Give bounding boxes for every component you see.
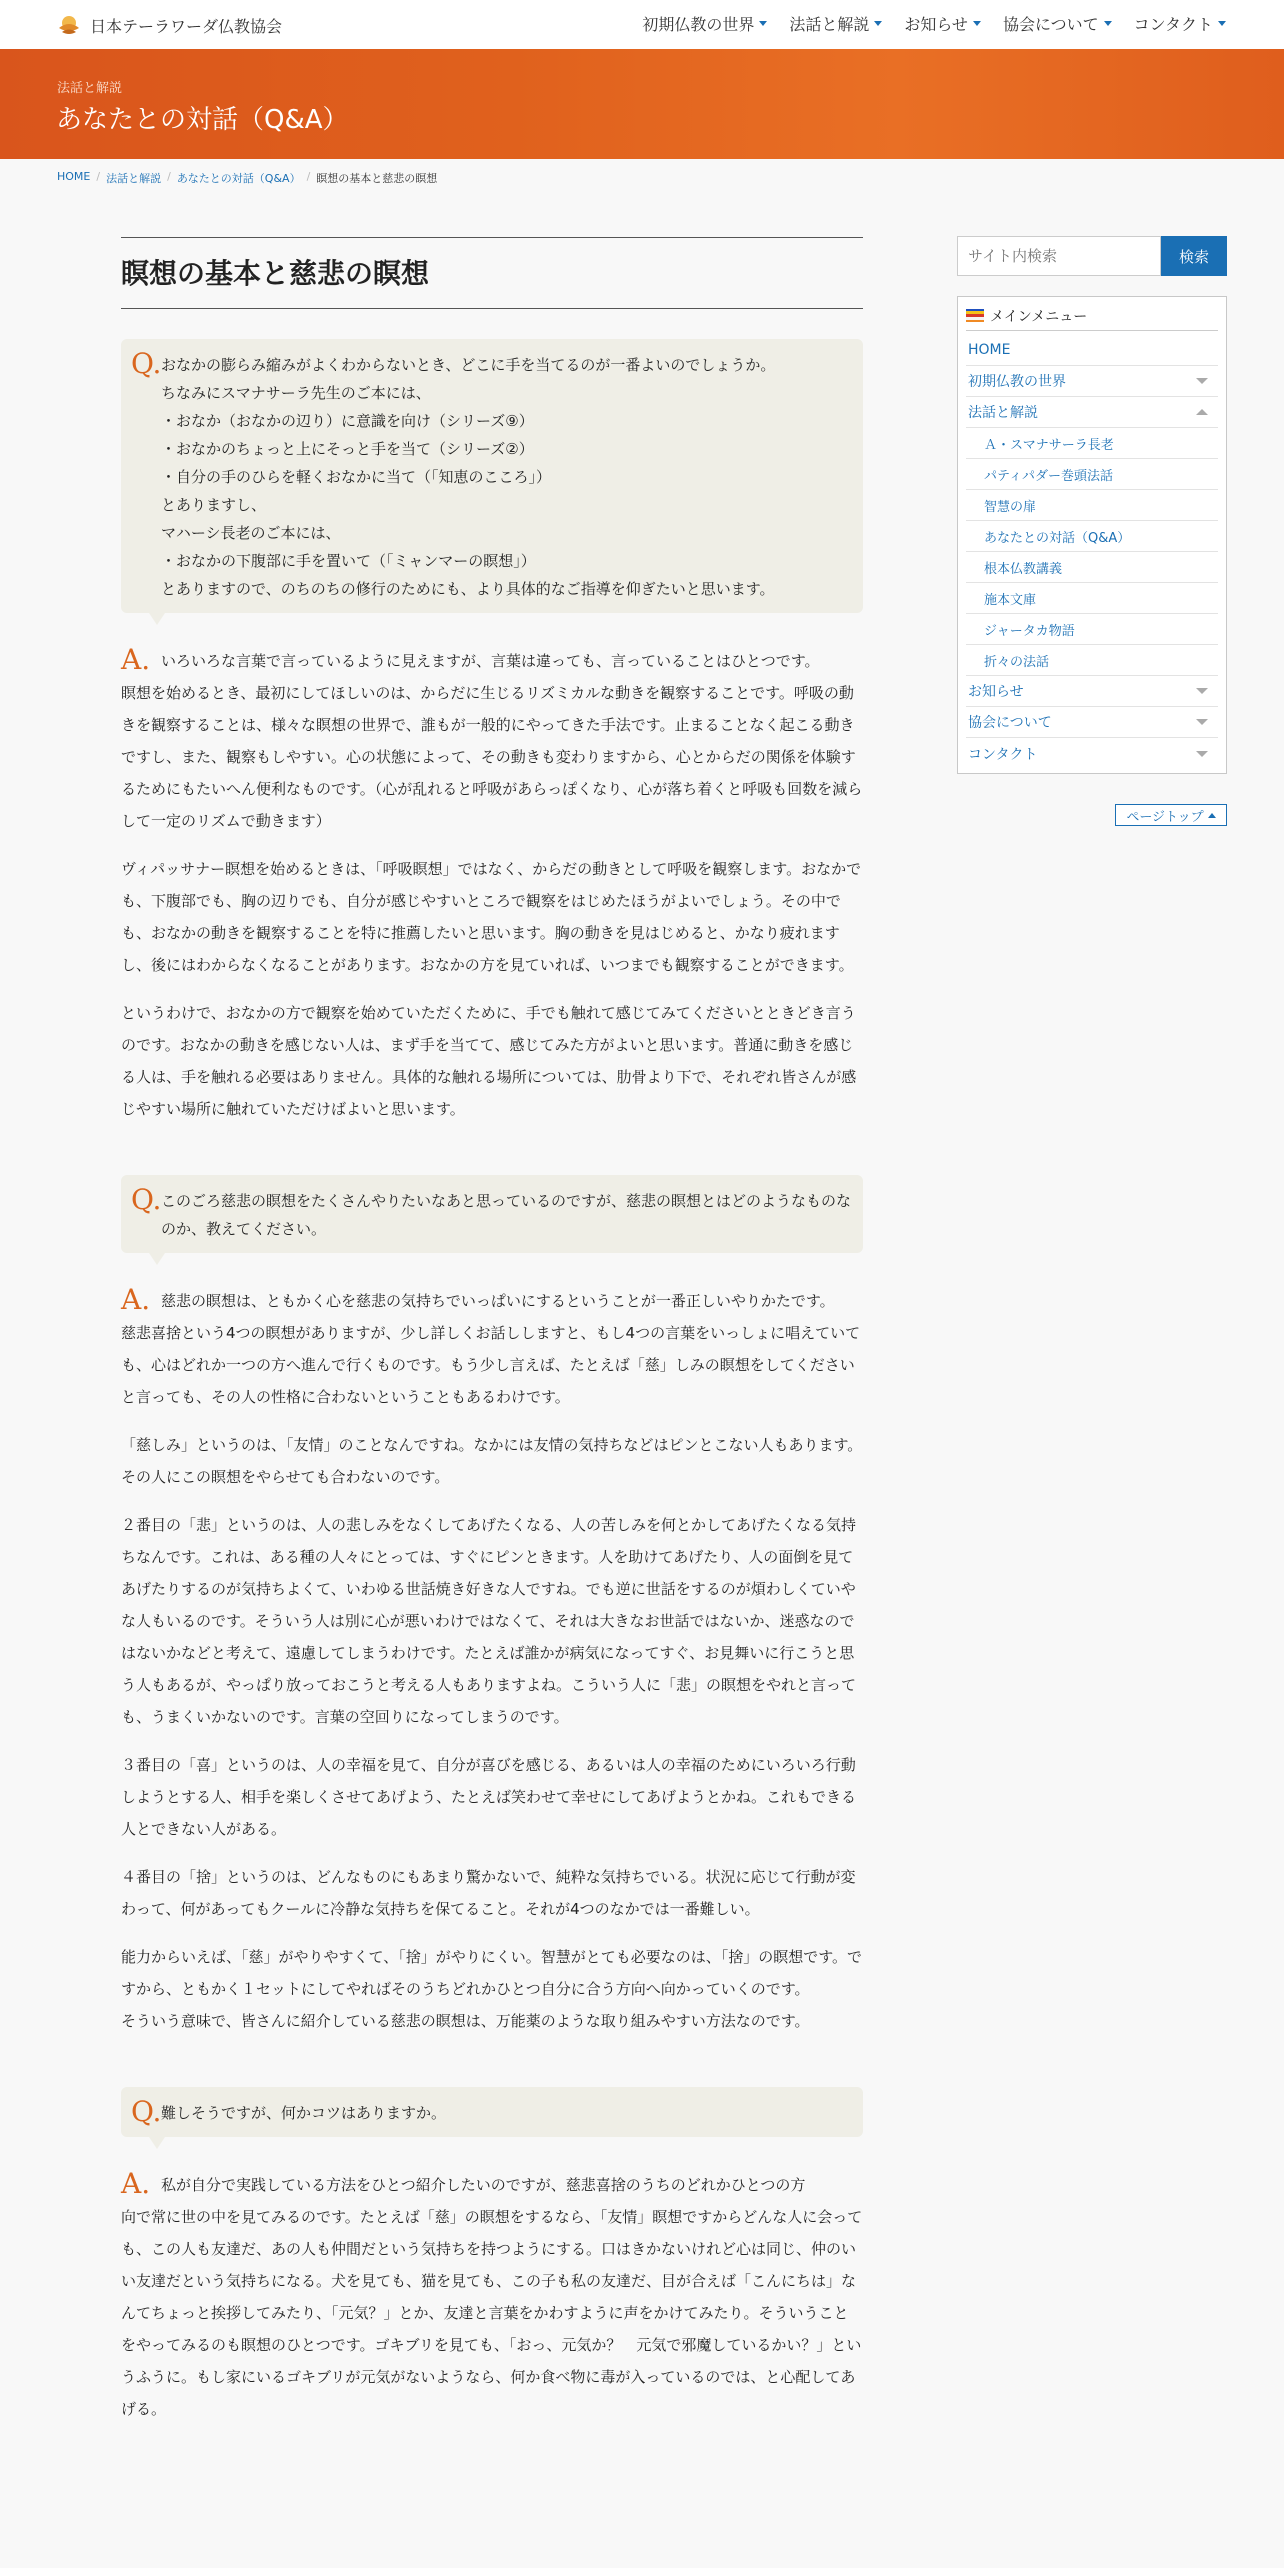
answer-block: [121, 1285, 863, 2037]
nav-item-news[interactable]: [904, 12, 981, 35]
menu-subitem-jataka[interactable]: [966, 614, 1218, 645]
page-top-button[interactable]: [1115, 804, 1227, 826]
question-box: [121, 2087, 863, 2137]
menu-item-label: 折々の法話: [984, 654, 1050, 670]
nav-item-dharma-talks[interactable]: [789, 12, 882, 35]
answer-paragraph: 向で常に世の中を見てみるのです。たとえば「慈」の瞑想をするなら、「友情」瞑想ですからどんな人に会っても、この人も友達だ、あの人も仲間だという気持ちを持つようにする。口はきかないけれど心は同じ、仲のいい友達だという気持ちになる。犬を見ても、猫を見ても、この子も私の友達だ、目が合えば「こんにちは」なんてちょっと挨拶してみたり、「元気？」とか、友達と言葉をかわすように声をかけてみたり。そういうことをやってみるのも瞑想のひとつです。ゴキブリを見ても、「おっ、元気か？ 元気で邪魔しているかい？」というふうに。もし家にいるゴキブリが元気がないようなら、何か食べ物に毒が入っているのでは、と心配してあげる。: [121, 2208, 863, 2418]
question-line: とありますので、のちのちの修行のためにも、より具体的なご指導を仰ぎたいと思います。: [161, 580, 775, 598]
menu-item-contact[interactable]: [966, 738, 1218, 769]
answer-lead: [121, 1285, 863, 1317]
question-text: [161, 1185, 851, 1243]
expand-arrow-icon[interactable]: [1196, 751, 1208, 757]
answer-lead: [121, 2169, 863, 2201]
menu-item-news[interactable]: [966, 676, 1218, 707]
answer-paragraph: 慈悲喜捨という4つの瞑想がありますが、少し詳しくお話ししますと、もし4つの言葉をいっしょに唱えていても、心はどれか一つの方へ進んで行くものです。もう少し言えば、たとえば「慈」しみの瞑想をしてくださいと言っても、その人の性格に合わないということもあるわけです。: [121, 1324, 861, 1406]
question-line: ・おなか（おなかの辺り）に意識を向け（シリーズ⑨）: [161, 412, 534, 430]
buddhist-flag-icon: [966, 309, 984, 323]
nav-item-contact[interactable]: [1134, 12, 1226, 35]
site-header: [0, 0, 1284, 49]
caret-down-icon: [759, 21, 767, 26]
menu-item-label: HOME: [968, 342, 1011, 358]
menu-item-label: 初期仏教の世界: [968, 374, 1066, 390]
nav-label: 法話と解説: [789, 15, 870, 34]
menu-subitem-qa[interactable]: [966, 521, 1218, 552]
answer-text: いろいろな言葉で言っているように見えますが、言葉は違っても、言っていることはひとつです。: [161, 652, 820, 670]
answer-lead: [121, 645, 863, 677]
question-line: 難しそうですが、何かコツはありますか。: [161, 2104, 447, 2122]
answer-text: 私が自分で実践している方法をひとつ紹介したいのですが、慈悲喜捨のうちのどれかひとつの方: [161, 2176, 806, 2194]
question-text: [161, 2097, 446, 2127]
answer-marker: A.: [121, 643, 151, 676]
menu-item-label: 法話と解説: [968, 405, 1038, 421]
question-box: [121, 339, 863, 613]
breadcrumb-dharma-talks[interactable]: 法話と解説: [106, 172, 162, 185]
answer-block: [121, 2169, 863, 2425]
expand-arrow-icon[interactable]: [1196, 378, 1208, 384]
nav-label: コンタクト: [1133, 15, 1213, 34]
nav-label: お知らせ: [904, 15, 968, 34]
expand-arrow-icon[interactable]: [1196, 719, 1208, 725]
menu-subitem-occasional-talks[interactable]: [966, 645, 1218, 676]
answer-paragraph: 能力からいえば、「慈」がやりやすくて、「捨」がやりにくい。智慧がとても必要なのは、「捨」の瞑想です。ですから、ともかく１セットにしてやればそのうちどれかひとつ自分に合う方向へ向かっていくのです。: [121, 1948, 863, 1998]
menu-subitem-patipada[interactable]: [966, 459, 1218, 490]
menu-item-about[interactable]: [966, 707, 1218, 738]
menu-item-label: あなたとの対話（Q&A）: [984, 530, 1131, 546]
menu-item-label: 智慧の扉: [984, 499, 1037, 515]
menu-item-early-buddhism[interactable]: [966, 366, 1218, 397]
answer-paragraph: ２番目の「悲」というのは、人の悲しみをなくしてあげたくなる、人の苦しみを何とかしてあげたくなる気持ちなんです。これは、ある種の人々にとっては、すぐにピンときます。人を助けてあげたり、人の面倒を見てあげたりするのが気持ちよくて、いわゆる世話焼き好きな人ですね。でも逆に世話をするのが煩わしくていやな人もいるのです。そういう人は別に心が悪いわけではなくて、それは大きなお世話ではないか、迷惑なのではないかなどと考えて、遠慮してしまうわけです。たとえば誰かが病気になってすぐ、お見舞いに行こうと思う人もあるが、やっぱり放っておこうと考える人もありますよね。こういう人に「悲」の瞑想をやれと言っても、うまくいかないのです。言葉の空回りになってしまうのです。: [121, 1516, 857, 1726]
page-title: 瞑想の基本と慈悲の瞑想: [121, 237, 863, 309]
nav-label: 初期仏教の世界: [642, 15, 755, 34]
lotus-logo-icon: [56, 12, 82, 38]
caret-down-icon: [874, 21, 882, 26]
breadcrumb-separator: /: [306, 170, 311, 183]
menu-item-dharma-talks[interactable]: [966, 397, 1218, 428]
menu-item-label: Ａ・スマナサーラ長老: [984, 437, 1114, 453]
site-name: 日本テーラワーダ仏教協会: [90, 16, 283, 36]
caret-down-icon: [973, 21, 981, 26]
nav-item-early-buddhism[interactable]: [642, 12, 767, 35]
menu-item-label: 協会について: [968, 715, 1052, 731]
question-line: ・おなかのちょっと上にそっと手を当て（シリーズ②）: [161, 440, 534, 458]
breadcrumb-qa[interactable]: あなたとの対話（Q&A）: [176, 172, 301, 185]
answer-paragraph: というわけで、おなかの方で観察を始めていただくために、手でも触れて感じてみてくださいとときどき言うのです。おなかの動きを感じない人は、まず手を当てて、感じてみた方がよいと思います。普通に動きを感じる人は、手を触れる必要はありません。具体的な触れる場所については、肋骨より下で、それぞれ皆さんが感じやすい場所に触れていただけばよいと思います。: [121, 1004, 857, 1118]
banner-title: あなたとの対話（Q&A）: [56, 105, 349, 135]
question-line: マハーシ長老のご本には、: [161, 524, 341, 542]
nav-label: 協会について: [1002, 15, 1099, 34]
breadcrumb: [57, 170, 437, 186]
question-marker: Q.: [131, 1183, 162, 1216]
breadcrumb-current: 瞑想の基本と慈悲の瞑想: [316, 172, 438, 185]
breadcrumb-separator: /: [167, 170, 171, 183]
answer-text: 慈悲の瞑想は、ともかく心を慈悲の気持ちでいっぱいにするということが一番正しいやりかたです。: [161, 1292, 835, 1310]
question-line: このごろ慈悲の瞑想をたくさんやりたいなあと思っているのですが、慈悲の瞑想とはどのようなものなのか、教えてください。: [161, 1192, 852, 1238]
menu-subitem-sumanasara[interactable]: [966, 428, 1218, 459]
menu-subitem-wisdom-door[interactable]: [966, 490, 1218, 521]
question-text: [161, 349, 775, 603]
menu-item-label: コンタクト: [968, 746, 1038, 763]
menu-item-label: パティパダー巻頭法話: [984, 468, 1113, 484]
search-button[interactable]: 検索: [1161, 236, 1227, 276]
search-input[interactable]: [957, 236, 1161, 276]
arrow-up-icon: [1208, 813, 1216, 818]
answer-paragraph: 「慈しみ」というのは、「友情」のことなんですね。なかには友情の気持ちなどはピンとこない人もあります。その人にこの瞑想をやらせても合わないのです。: [121, 1436, 863, 1486]
banner-category: 法話と解説: [57, 81, 123, 96]
breadcrumb-home[interactable]: HOME: [57, 170, 91, 183]
answer-paragraph: ４番目の「捨」というのは、どんなものにもあまり驚かないで、純粋な気持ちでいる。状況に応じて行動が変わって、何があってもクールに冷静な気持ちを保てること。それが4つのなかでは一番難しい。: [121, 1868, 856, 1918]
menu-item-label: 施本文庫: [984, 592, 1037, 608]
menu-subitem-lectures[interactable]: [966, 552, 1218, 583]
expand-arrow-icon[interactable]: [1196, 688, 1208, 694]
menu-item-label: 根本仏教講義: [984, 561, 1063, 577]
question-line: ・おなかの下腹部に手を置いて（「ミャンマーの瞑想」）: [161, 552, 536, 570]
menu-item-label: ジャータカ物語: [984, 623, 1075, 639]
answer-block: [121, 645, 863, 1125]
menu-header: [966, 305, 1218, 331]
menu-title: メインメニュー: [990, 308, 1088, 325]
question-box: [121, 1175, 863, 1253]
global-nav: [642, 12, 1226, 35]
answer-marker: A.: [121, 1283, 151, 1316]
menu-item-label: お知らせ: [968, 684, 1024, 700]
collapse-arrow-icon[interactable]: [1196, 409, 1208, 415]
answer-marker: A.: [121, 2167, 151, 2200]
answer-paragraph: そういう意味で、皆さんに紹介している慈悲の瞑想は、万能薬のような取り組みやすい方法なのです。: [121, 2012, 810, 2030]
site-logo[interactable]: [56, 12, 282, 38]
question-line: ちなみにスマナサーラ先生のご本には、: [161, 384, 431, 402]
site-search: [957, 236, 1227, 276]
page-top-label: ページトップ: [1126, 809, 1204, 825]
question-line: おなかの膨らみ縮みがよくわからないとき、どこに手を当てるのが一番よいのでしょうか。: [161, 356, 776, 374]
nav-item-about[interactable]: [1003, 12, 1112, 35]
question-line: とありますし、: [161, 496, 267, 514]
breadcrumb-separator: /: [96, 170, 101, 183]
answer-paragraph: ３番目の「喜」というのは、人の幸福を見て、自分が喜びを感じる、あるいは人の幸福のためにいろいろ行動しようとする人、相手を楽しくさせてあげよう、たとえば笑わせて幸せにしてあげようとかね。これもできる人とできない人がある。: [121, 1756, 857, 1838]
menu-subitem-library[interactable]: [966, 583, 1218, 614]
question-marker: Q.: [131, 2095, 162, 2128]
answer-paragraph: ヴィパッサナー瞑想を始めるときは、「呼吸瞑想」ではなく、からだの動きとして呼吸を観察します。おなかでも、下腹部でも、胸の辺りでも、自分が感じやすいところで観察をはじめたほうがよいでしょう。その中でも、おなかの動きを観察することを特に推薦したいと思います。胸の動きを見はじめると、かなり疲れますし、後にはわからなくなることがあります。おなかの方を見ていれば、いつまでも観察することができます。: [121, 860, 862, 974]
caret-down-icon: [1218, 21, 1226, 26]
page-banner: [0, 49, 1284, 159]
question-line: ・自分の手のひらを軽くおなかに当て（「知恵のこころ」）: [161, 468, 552, 486]
caret-down-icon: [1104, 21, 1112, 26]
answer-paragraph: 瞑想を始めるとき、最初にしてほしいのは、からだに生じるリズミカルな動きを観察することです。呼吸の動きを観察することは、様々な瞑想の世界で、誰もが一般的にやってきた手法です。止まることなく起こる動きですし、また、観察もしやすい。心の状態によって、その動きも変わりますから、心とからだの関係を体験するためにもたいへん便利なものです。（心が乱れると呼吸があらっぽくなり、心が落ち着くと呼吸も回数を減らして一定のリズムで動きます）: [121, 684, 863, 830]
article: [121, 237, 863, 2425]
menu-item-home[interactable]: [966, 335, 1218, 366]
main-menu: [957, 296, 1227, 774]
question-marker: Q.: [131, 347, 162, 380]
